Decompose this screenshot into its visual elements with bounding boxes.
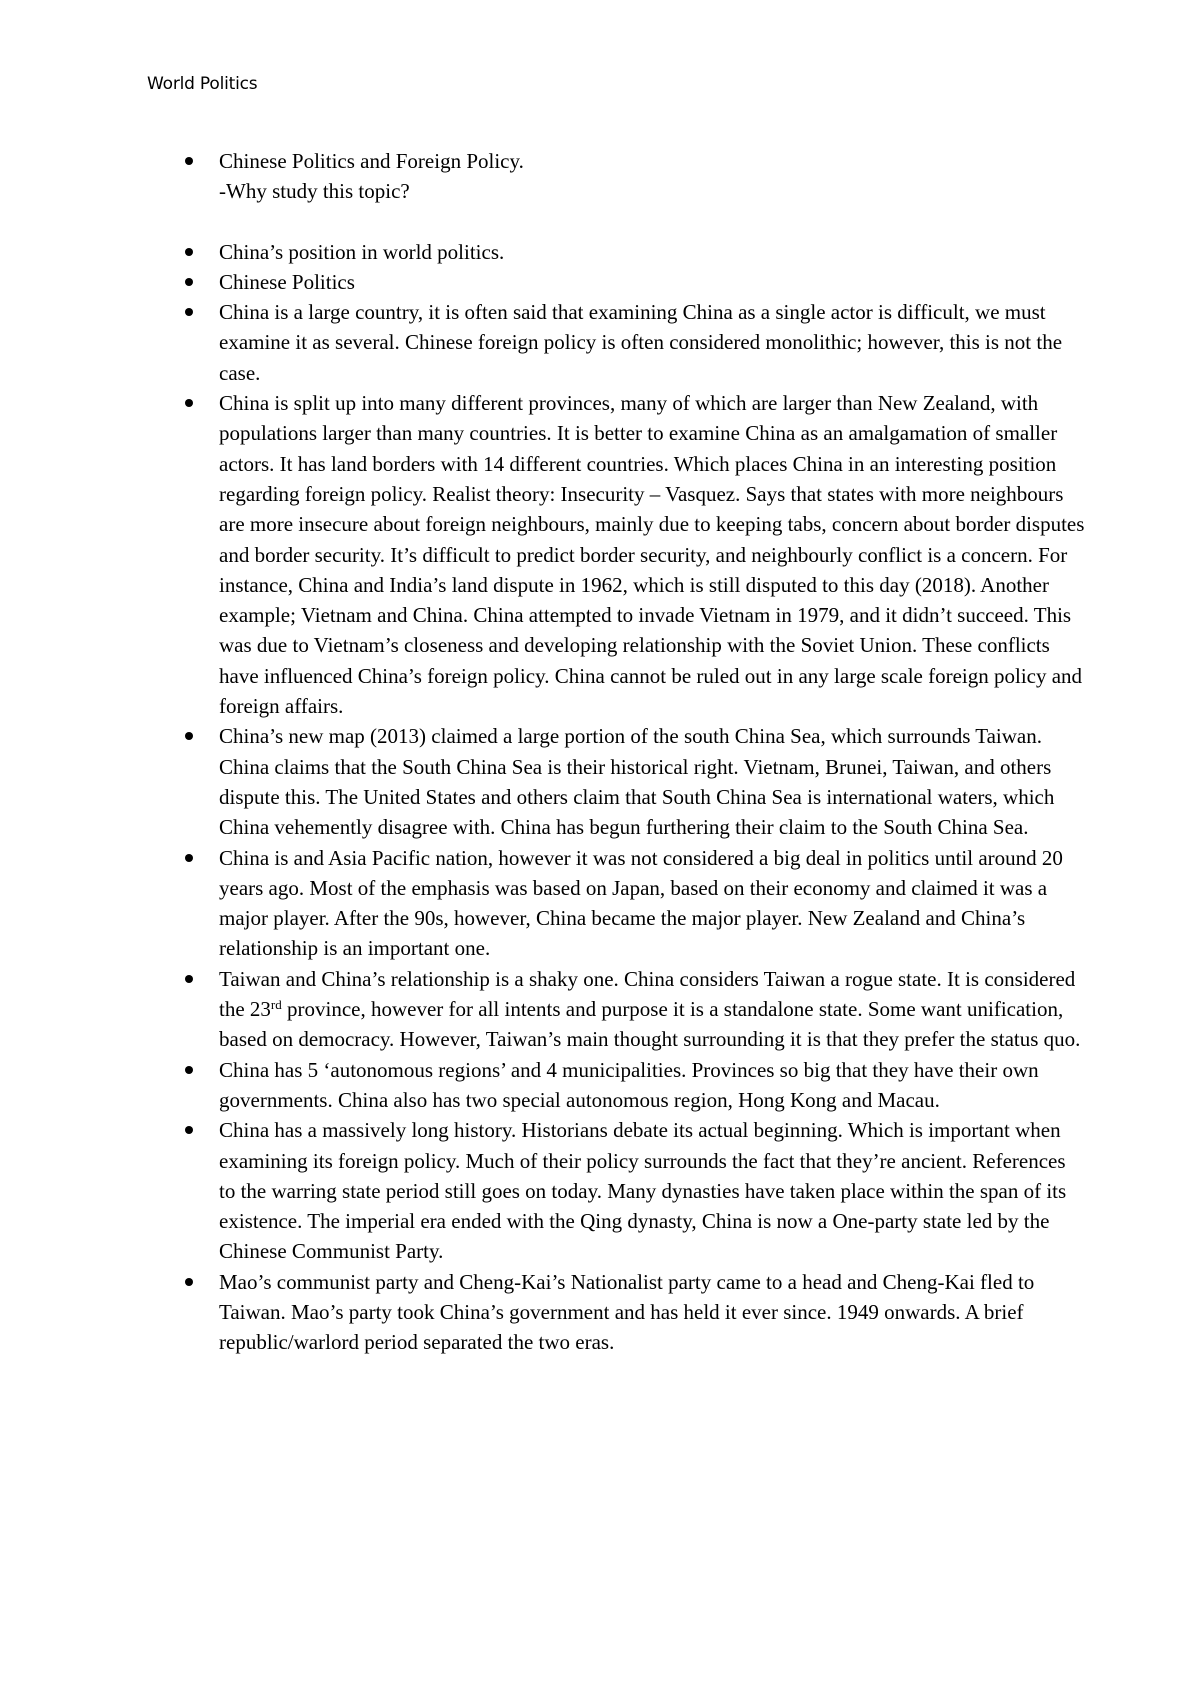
list-item [147,1115,1087,1266]
bullet-icon [185,854,193,862]
bullet-icon [185,1278,193,1286]
bullet-icon [185,248,193,256]
bullet-group-intro [147,146,1087,207]
bullet-text: China is a large country, it is often said that examining China as a single actor is difficult, we must examine it as several. Chinese foreign policy is often considered monolithic; however, this is not the case. [219,300,1063,385]
bullet-subline: -Why study this topic? [219,179,410,204]
bullet-text: Mao’s communist party and Cheng-Kai’s Nationalist party came to a head and Cheng-Kai fled to Taiwan. Mao’s party took China’s government and has held it ever since. 1949 onwards. A brief republic/warlord period separated the two eras. [219,1269,1035,1355]
bullet-text: China has 5 ‘autonomous regions’ and 4 municipalities. Provinces so big that they have their own governments. China also has two special autonomous region, Hong Kong and Macau. [219,1057,1039,1112]
bullet-group-main [147,237,1087,1358]
bullet-icon [185,399,193,407]
bullet-text: China is and Asia Pacific nation, however it was not considered a big deal in politics until around 20 years ago. Most of the emphasis was based on Japan, based on their economy and claimed it was a major player. After the 90s, however, China became the major player. New Zealand and China’s relationship is an important one. [219,845,1063,961]
bullet-text: China’s position in world politics. [219,239,505,264]
bullet-text: Chinese Politics [219,269,355,294]
bullet-icon [185,732,193,740]
bullet-text: China’s new map (2013) claimed a large portion of the south China Sea, which surrounds Taiwan. China claims that the South China Sea is their historical right. Vietnam, Brunei, Taiwan, and others dispute this. The United States and others claim that South China Sea is international waters, which China vehemently disagree with. China has begun furthering their claim to the South China Sea. [219,724,1055,840]
document-body [147,146,1087,1358]
list-item [147,1055,1087,1116]
page-header: World Politics [147,74,258,94]
bullet-text: China has a massively long history. Historians debate its actual beginning. Which is important when examining its foreign policy. Much of their policy surrounds the fact that they’re ancient. References to the warring state period still goes on today. Many dynasties have taken place within the span of its existence. The imperial era ended with the Qing dynasty, China is now a One-party state led by the Chinese Communist Party. [219,1118,1067,1264]
bullet-icon [185,975,193,983]
bullet-icon [185,308,193,316]
list-item [147,388,1087,721]
bullet-text: China is split up into many different provinces, many of which are larger than New Zealand, with populations larger than many countries. It is better to examine China as an amalgamation of smaller actors. It has land borders with 14 different countries. Which places China in an interesting position regarding foreign policy. Realist theory: Insecurity – Vasquez. Says that states with more neighbours are more insecure about foreign neighbours, mainly due to keeping tabs, concern about border disputes and border security. It’s difficult to predict border security, and neighbourly conflict is a concern. For instance, China and India’s land dispute in 1962, which is still disputed to this day (2018). Another example; Vietnam and China. China attempted to invade Vietnam in 1979, and it didn’t succeed. This was due to Vietnam’s closeness and developing relationship with the Soviet Union. These conflicts have influenced China’s foreign policy. China cannot be ruled out in any large scale foreign policy and foreign affairs. [219,391,1085,719]
list-item [147,721,1087,842]
list-item [147,297,1087,388]
bullet-text-part: Taiwan and China’s relationship is a shaky one. China considers Taiwan a rogue state. It is considered the 23 [219,966,1076,1022]
list-item [147,843,1087,964]
bullet-icon [185,278,193,286]
list-item [147,237,1087,267]
list-item [147,146,1087,207]
bullet-text [219,964,1087,1055]
list-item [147,964,1087,1055]
list-item [147,267,1087,297]
bullet-text: Chinese Politics and Foreign Policy. [219,149,524,173]
bullet-icon [185,157,193,165]
ordinal-suffix: rd [270,997,282,1013]
list-item [147,1267,1087,1358]
bullet-icon [185,1066,193,1074]
bullet-icon [185,1126,193,1134]
bullet-text-part: province, however for all intents and purpose it is a standalone state. Some want unification, based on democracy. However, Taiwan’s main thought surrounding it is that they prefer the status quo. [219,997,1081,1052]
